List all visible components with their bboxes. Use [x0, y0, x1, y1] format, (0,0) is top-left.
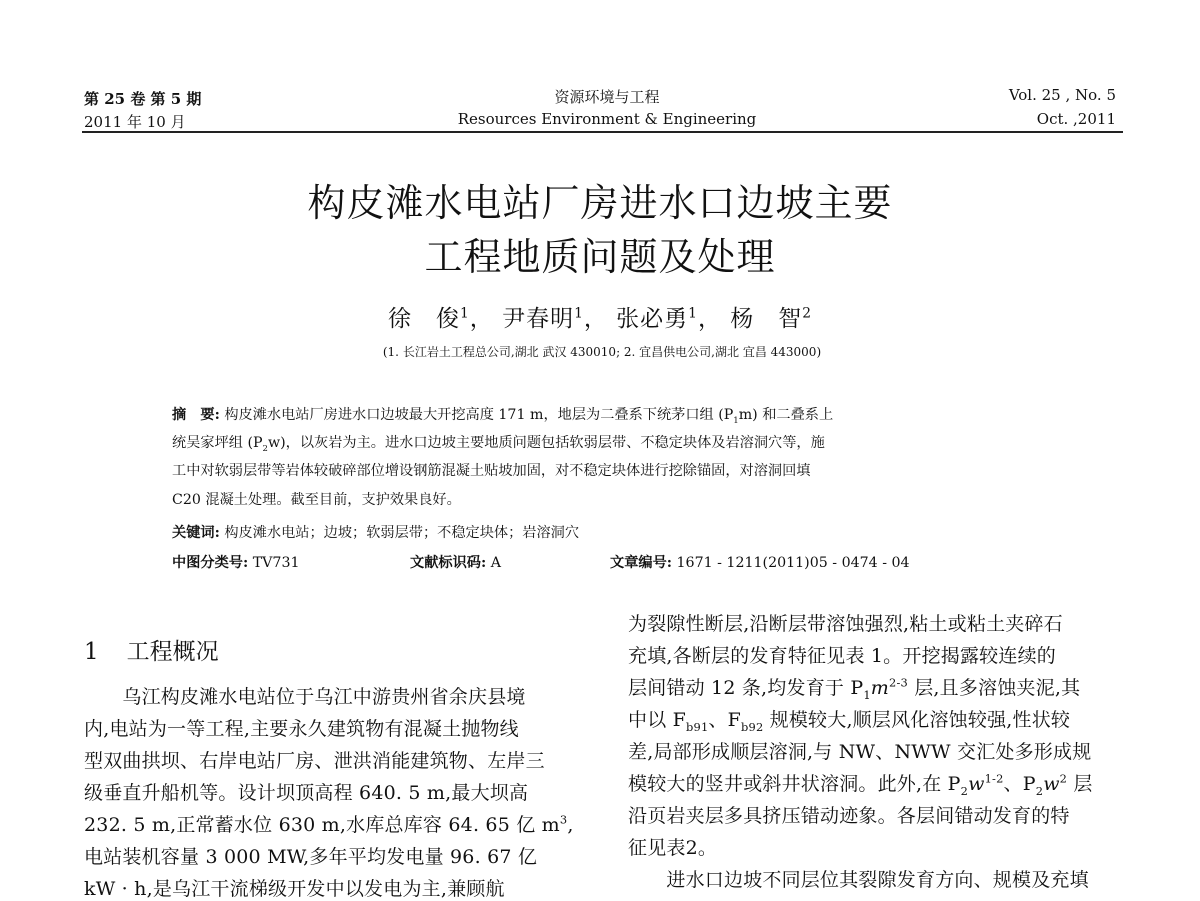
journal-name-cn: 资源环境与工程 [554, 88, 660, 106]
body-text: 232. 5 m,正常蓄水位 630 m,水库总库容 64. 65 亿 m [84, 814, 560, 836]
body-line: 进水口边坡不同层位其裂隙发育方向、规模及充填 [628, 869, 1089, 891]
article-number [610, 552, 910, 572]
body-text: 、F [708, 709, 742, 731]
body-text: 中以 F [628, 709, 687, 731]
author-name: 张必勇 [616, 306, 689, 332]
keywords-value: 构皮滩水电站；边坡；软弱层带；不稳定块体；岩溶洞穴 [224, 525, 580, 541]
author-affiliation-mark: 1 [459, 305, 470, 322]
journal-name-en: Resources Environment & Engineering [457, 110, 757, 128]
abstract-label: 摘 要: [172, 407, 220, 423]
document-code [410, 552, 501, 572]
body-text: 模较大的竖井或斜井状溶洞。此外,在 P [628, 773, 961, 795]
body-line: 差,局部形成顺层溶洞,与 NW、NWW 交汇处多形成规 [628, 741, 1092, 763]
volume-issue-cn: 第 25 卷 第 5 期 [84, 90, 202, 108]
author-name: 杨 智 [730, 306, 803, 332]
author-affiliation-mark: 2 [802, 305, 813, 322]
paper-title-line1: 构皮滩水电站厂房进水口边坡主要 [307, 181, 893, 225]
body-line: 征见表2。 [628, 837, 718, 859]
author-list: 徐 俊$^1$， 尹春明$^1$， 张必勇$^1$， 杨 智$^2$ [387, 305, 813, 332]
abstract-line-3: 工中对软弱层带等岩体较破碎部位增设钢筋混凝土贴坡加固，对不稳定块体进行挖除锚固，对溶洞回填 [172, 463, 811, 479]
affiliation: (1. 长江岩土工程总公司,湖北 武汉 430010; 2. 宜昌供电公司,湖北 宜昌 443000) [382, 345, 822, 359]
body-line: 内,电站为一等工程,主要永久建筑物有混凝土抛物线 [84, 718, 519, 740]
body-line: 沿页岩夹层多具挤压错动迹象。各层间错动发育的特 [628, 805, 1070, 827]
body-line: 电站装机容量 3 000 MW,多年平均发电量 96. 67 亿 [84, 846, 538, 868]
author-affiliation-mark: 1 [688, 305, 698, 322]
superscript: 1-2 [984, 771, 1004, 786]
body-line [84, 810, 574, 837]
subscript: 1 [863, 687, 871, 702]
body-line: 为裂隙性断层,沿断层带溶蚀强烈,粘土或粘土夹碎石 [628, 613, 1063, 635]
subscript: b92 [741, 719, 764, 734]
header-rule [82, 131, 1123, 133]
subscript: 2 [960, 783, 969, 798]
superscript: 2-3 [889, 675, 908, 690]
document-code-label: 文献标识码: [410, 555, 487, 571]
author-name: 徐 俊 [387, 306, 460, 332]
body-line: 充填,各断层的发育特征见表 1。开挖揭露较连续的 [628, 645, 1056, 667]
abstract-line-2 [172, 432, 825, 452]
formation-symbol: w [968, 773, 985, 795]
abstract-text: 统吴家坪组 (P [172, 435, 263, 451]
abstract-text: 构皮滩水电站厂房进水口边坡最大开挖高度 171 m，地层为二叠系下统茅口组 (P [224, 407, 734, 423]
section-heading [84, 633, 219, 666]
body-text: 层 [1067, 773, 1093, 795]
clc-number [172, 552, 300, 572]
clc-label: 中图分类号: [172, 555, 249, 571]
formation-symbol: w [1043, 773, 1060, 795]
body-text: 层,且多溶蚀夹泥,其 [907, 677, 1081, 699]
abstract-text: w)，以灰岩为主。进水口边坡主要地质问题包括软弱层带、不稳定块体及岩溶洞穴等，施 [267, 435, 825, 451]
subscript: 2 [262, 443, 268, 454]
body-line: 型双曲拱坝、右岸电站厂房、泄洪消能建筑物、左岸三 [84, 750, 545, 772]
keywords-label: 关键词: [172, 525, 220, 541]
section-title: 工程概况 [126, 639, 219, 665]
abstract-line-1 [172, 404, 833, 424]
body-text: 规模较大,顺层风化溶蚀较强,性状较 [763, 709, 1071, 731]
paper-title-line2: 工程地质问题及处理 [424, 235, 776, 279]
superscript: 2 [1059, 771, 1068, 786]
document-code-value: A [490, 555, 501, 571]
subscript: b91 [686, 719, 709, 734]
body-text: 、P [1003, 773, 1036, 795]
body-line [628, 673, 1080, 700]
subscript: 1 [733, 415, 739, 426]
body-text: 层间错动 12 条,均发育于 P [628, 677, 864, 699]
clc-value: TV731 [252, 555, 300, 571]
article-number-label: 文章编号: [610, 555, 672, 571]
formation-symbol: m [870, 677, 889, 699]
body-line: kW · h,是乌江干流梯级开发中以发电为主,兼顾航 [84, 878, 505, 900]
subscript: 2 [1035, 783, 1044, 798]
volume-issue-en: Vol. 25 , No. 5 [1008, 86, 1116, 104]
abstract-text: m) 和二叠系上 [738, 407, 834, 423]
author-name: 尹春明 [502, 306, 575, 332]
keywords [172, 522, 579, 542]
date-cn: 2011 年 10 月 [84, 113, 186, 131]
body-line [628, 705, 1070, 732]
abstract-line-4: C20 混凝土处理。截至目前，支护效果良好。 [172, 492, 461, 508]
body-text: , [567, 814, 574, 836]
body-line [628, 769, 1093, 796]
body-line: 级垂直升船机等。设计坝顶高程 640. 5 m,最大坝高 [84, 782, 529, 804]
section-number: 1 [84, 639, 99, 665]
article-number-value: 1671 - 1211(2011)05 - 0474 - 04 [676, 555, 910, 571]
body-line: 乌江构皮滩水电站位于乌江中游贵州省余庆县境 [84, 686, 526, 708]
superscript: 3 [559, 812, 568, 827]
date-en: Oct. ,2011 [1036, 110, 1116, 128]
author-affiliation-mark: 1 [574, 305, 584, 322]
